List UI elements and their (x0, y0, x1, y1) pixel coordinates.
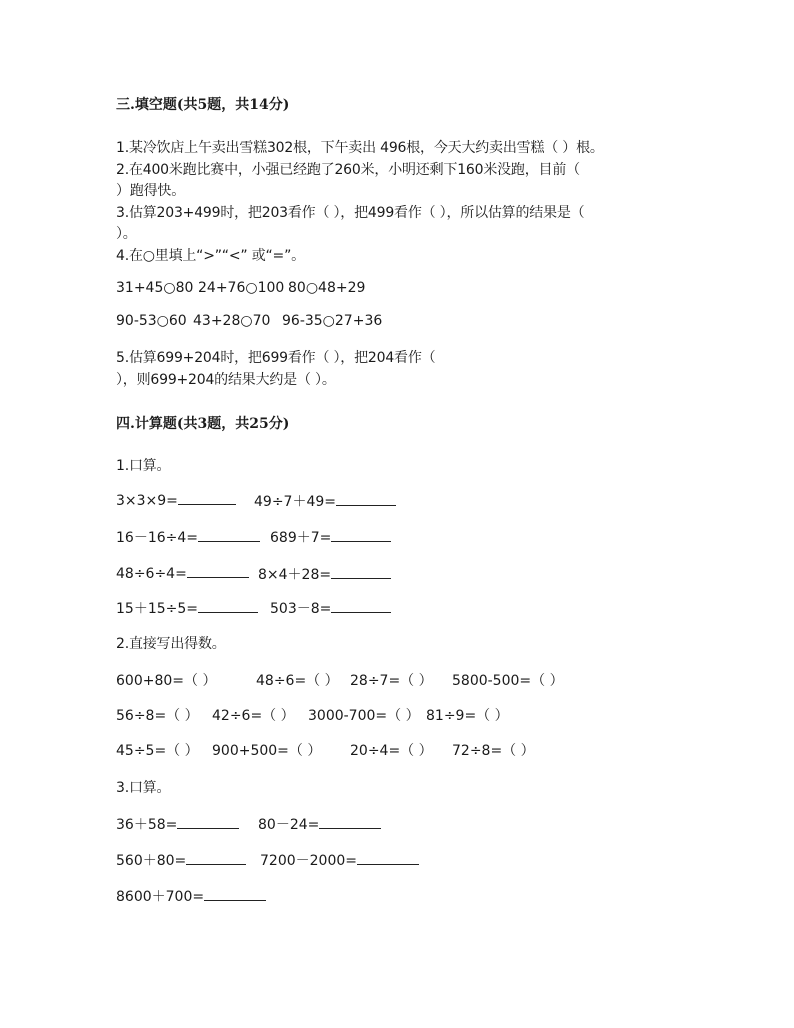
arithmetic-expression: 16－16÷4= (116, 530, 198, 546)
question-line: ）跑得快。 (116, 183, 185, 199)
arithmetic-item: 900+500=（ ） (212, 743, 322, 759)
answer-blank[interactable] (331, 599, 391, 613)
arithmetic-item: 48÷6=（ ） (256, 673, 339, 689)
section-title-fill-blank: 三.填空题(共5题，共14分) (116, 97, 290, 113)
compare-item: 43+28○70 (193, 313, 271, 329)
answer-blank[interactable] (336, 492, 396, 506)
compare-item: 24+76○100 (198, 280, 285, 296)
answer-blank[interactable] (319, 815, 381, 829)
arithmetic-expression: 8×4＋28= (258, 567, 332, 583)
question-line: ），则699+204的结果大约是（ ）。 (116, 372, 336, 388)
arithmetic-expression: 49÷7＋49= (254, 494, 336, 510)
question-line: 4.在○里填上“>”“<” 或“=”。 (116, 248, 305, 264)
answer-blank[interactable] (331, 528, 391, 542)
answer-blank[interactable] (186, 851, 246, 865)
arithmetic-expression: 560＋80= (116, 853, 187, 869)
section-title-calculation: 四.计算题(共3题，共25分) (116, 416, 290, 432)
arithmetic-expression: 80－24= (258, 817, 320, 833)
question-line: 2.在400米跑比赛中，小强已经跑了260米，小明还剩下160米没跑，目前（ (116, 162, 580, 178)
question-label: 2.直接写出得数。 (116, 636, 226, 652)
arithmetic-item: 42÷6=（ ） (212, 708, 295, 724)
arithmetic-item: 3000-700=（ ） (308, 708, 420, 724)
answer-blank[interactable] (204, 887, 266, 901)
answer-blank[interactable] (198, 528, 260, 542)
arithmetic-expression: 689＋7= (270, 530, 332, 546)
question-line: 3.估算203+499时，把203看作（ ），把499看作（ ），所以估算的结果是（ (116, 205, 585, 221)
answer-blank[interactable] (357, 851, 419, 865)
arithmetic-item: 81÷9=（ ） (426, 708, 509, 724)
arithmetic-expression: 8600＋700= (116, 889, 205, 905)
arithmetic-expression: 48÷6÷4= (116, 566, 187, 582)
arithmetic-expression: 7200－2000= (260, 853, 357, 869)
question-label: 3.口算。 (116, 780, 171, 796)
arithmetic-item: 45÷5=（ ） (116, 743, 199, 759)
arithmetic-expression: 3×3×9= (116, 493, 178, 509)
arithmetic-item: 600+80=（ ） (116, 673, 217, 689)
answer-blank[interactable] (177, 815, 239, 829)
answer-blank[interactable] (331, 565, 391, 579)
arithmetic-item: 28÷7=（ ） (350, 673, 433, 689)
question-line: 5.估算699+204时，把699看作（ ），把204看作（ (116, 350, 436, 366)
answer-blank[interactable] (187, 564, 249, 578)
arithmetic-item: 72÷8=（ ） (452, 743, 535, 759)
answer-blank[interactable] (198, 599, 258, 613)
question-line: 1.某冷饮店上午卖出雪糕302根，下午卖出 496根，今天大约卖出雪糕（ ）根。 (116, 140, 604, 156)
arithmetic-item: 20÷4=（ ） (350, 743, 433, 759)
arithmetic-expression: 36＋58= (116, 817, 178, 833)
compare-item: 80○48+29 (288, 280, 366, 296)
question-line: ）。 (116, 226, 137, 242)
compare-item: 96-35○27+36 (282, 313, 383, 329)
arithmetic-item: 56÷8=（ ） (116, 708, 199, 724)
answer-blank[interactable] (178, 491, 236, 505)
question-label: 1.口算。 (116, 458, 171, 474)
arithmetic-item: 5800-500=（ ） (452, 673, 564, 689)
arithmetic-expression: 15＋15÷5= (116, 601, 198, 617)
compare-item: 31+45○80 (116, 280, 194, 296)
compare-item: 90-53○60 (116, 313, 187, 329)
arithmetic-expression: 503－8= (270, 601, 332, 617)
